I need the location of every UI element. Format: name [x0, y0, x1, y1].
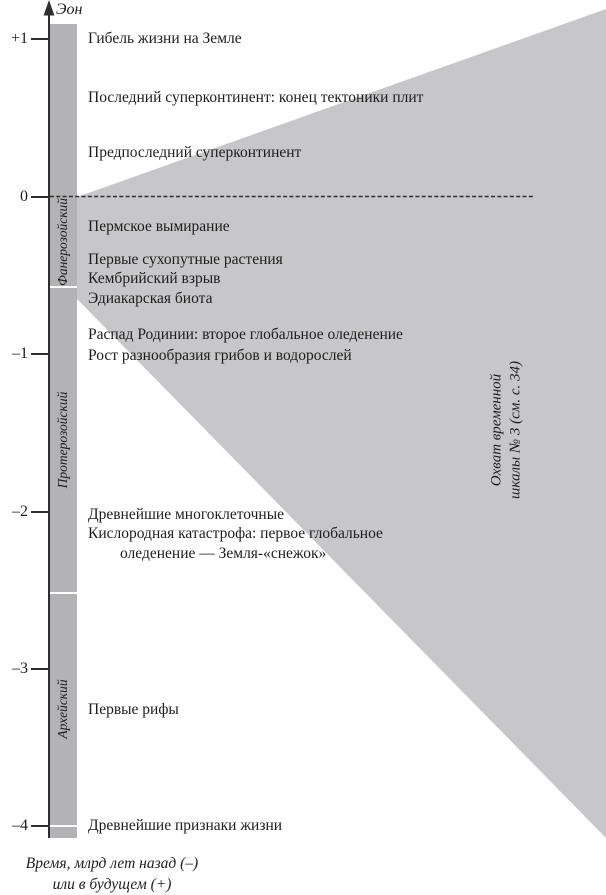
axis-tick	[31, 511, 50, 513]
eon-label: Протерозойский	[55, 391, 70, 489]
axis-tick-label: –3	[12, 660, 28, 677]
event-label: Древнейшие признаки жизни	[88, 817, 283, 835]
event-label: Древнейшие многоклеточные	[88, 505, 284, 523]
axis-caption-line2: или в будущем (+)	[52, 875, 172, 893]
event-label: Предпоследний суперконтинент	[88, 143, 302, 161]
event-label: оледенение — Земля-«снежок»	[120, 544, 327, 562]
event-label: Первые рифы	[88, 700, 179, 718]
wedge-label-line2: шкалы № 3 (см. с. 34)	[507, 361, 523, 499]
axis-caption	[24, 854, 200, 895]
wedge-label-line1: Охват временной	[488, 373, 505, 487]
axis-tick	[31, 353, 50, 355]
axis-tick-label: –1	[12, 345, 28, 363]
axis-tick-label: –2	[12, 502, 28, 520]
axis-tick	[31, 38, 50, 40]
axis-tick-label: 0	[20, 187, 28, 205]
axis-tick	[31, 825, 50, 827]
axis-tick	[31, 668, 50, 670]
axis-arrowhead-icon	[44, 0, 55, 16]
event-label: Первые сухопутные растения	[88, 250, 283, 268]
axis-title: Эон	[56, 1, 83, 18]
axis-caption-line1: Время, млрд лет назад (–)	[25, 855, 199, 872]
event-label: Распад Родинии: второе глобальное оледенение	[88, 326, 403, 344]
event-label: Последний суперконтинент: конец тектоники плит	[88, 88, 424, 106]
event-label: Рост разнообразия грибов и водорослей	[88, 346, 352, 364]
event-label: Эдиакарская биота	[88, 290, 213, 308]
event-label: Кислородная катастрофа: первое глобальное	[88, 524, 383, 542]
axis-tick-label: –4	[12, 817, 28, 835]
event-label: Пермское вымирание	[88, 217, 230, 235]
axis-tick	[31, 196, 50, 198]
eon-label: Фанерозойский	[55, 197, 70, 286]
wedge-label	[488, 361, 525, 499]
axis-tick-label: +1	[10, 30, 28, 48]
event-label: Кембрийский взрыв	[88, 269, 221, 287]
eon-label: Архейский	[55, 679, 70, 739]
event-label: Гибель жизни на Земле	[88, 30, 242, 48]
